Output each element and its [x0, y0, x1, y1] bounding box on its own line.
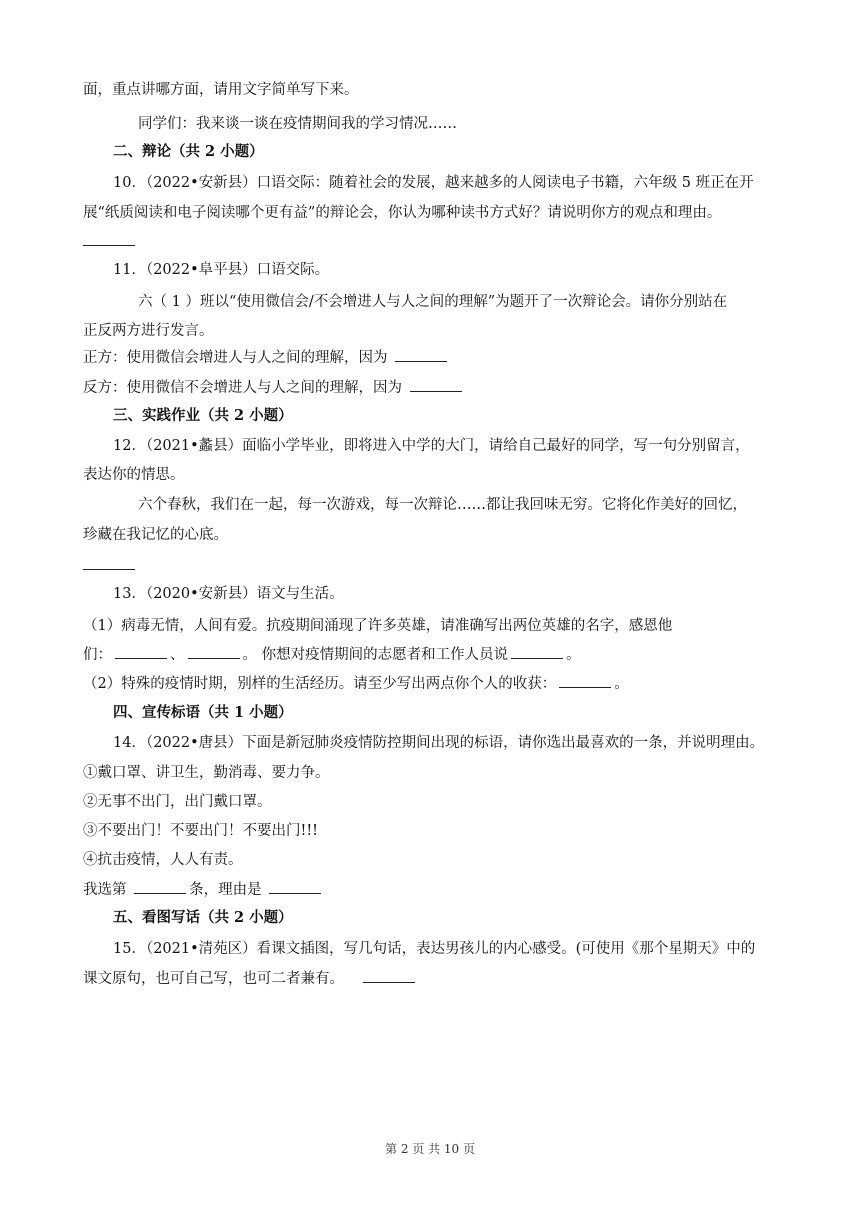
- text-span: 。 你想对疫情期间的志愿者和工作人员说: [242, 647, 509, 663]
- question-12-cont: 表达你的情思。: [83, 467, 185, 483]
- text-span: 我选第: [83, 882, 127, 898]
- text-span: 们：: [83, 647, 112, 663]
- question-12-text: 珍藏在我记忆的心底。: [83, 527, 228, 543]
- answer-blank[interactable]: [83, 569, 135, 570]
- question-13-part1-blanks: [83, 645, 783, 665]
- question-10-cont: 展“纸质阅读和电子阅读哪个更有益”的辩论会，你认为哪种读书方式好？请说明你方的观点和理由。: [83, 205, 722, 221]
- question-15: 15．（2021•清苑区）看课文插图，写几句话，表达男孩儿的内心感受。(可使用《那个星期天》中的: [113, 941, 756, 957]
- question-11-con: [83, 378, 783, 398]
- answer-blank[interactable]: [269, 892, 321, 894]
- question-14-answer: [83, 880, 783, 900]
- answer-blank[interactable]: [115, 657, 167, 659]
- pro-label: 正方：使用微信会增进人与人之间的理解，因为: [83, 350, 388, 366]
- question-14: 14．（2022•唐县）下面是新冠肺炎疫情防控期间出现的标语，请你选出最喜欢的一条，并说明理由。: [113, 735, 765, 751]
- question-12-text: 六个春秋，我们在一起，每一次游戏，每一次辩论……都让我回味无穷。它将化作美好的回忆，: [138, 497, 747, 513]
- slogan-option: ②无事不出门，出门戴口罩。: [83, 794, 272, 810]
- answer-blank[interactable]: [410, 390, 462, 392]
- slogan-option: ①戴口罩、讲卫生，勤消毒、要力争。: [83, 765, 330, 781]
- slogan-option: ④抗击疫情，人人有责。: [83, 852, 243, 868]
- text-line: 面，重点讲哪方面，请用文字简单写下来。: [83, 82, 359, 98]
- text-line: 同学们：我来谈一谈在疫情期间我的学习情况……: [138, 116, 457, 132]
- question-12: 12．（2021•蠡县）面临小学毕业，即将进入中学的大门，请给自己最好的同学，写一句分别留言，: [113, 438, 750, 454]
- text-span: 。: [614, 676, 629, 692]
- question-11-text: 正反两方进行发言。: [83, 323, 214, 339]
- answer-blank[interactable]: [559, 686, 611, 688]
- answer-blank[interactable]: [134, 892, 186, 894]
- answer-blank[interactable]: [395, 360, 447, 362]
- section-heading: 五、看图写话（共 2 小题）: [113, 909, 293, 926]
- answer-blank[interactable]: [83, 245, 135, 246]
- text-span: 条，理由是: [189, 882, 262, 898]
- question-11: 11．（2022•阜平县）口语交际。: [113, 262, 330, 278]
- question-15-cont: [83, 969, 783, 989]
- question-13-part2: [83, 674, 783, 694]
- answer-blank[interactable]: [363, 981, 415, 983]
- question-13: 13．（2020•安新县）语文与生活。: [113, 586, 344, 602]
- question-11-pro: [83, 348, 783, 368]
- answer-blank[interactable]: [511, 657, 563, 659]
- answer-blank[interactable]: [188, 657, 240, 659]
- text-span: 课文原句，也可自己写，也可二者兼有。: [83, 971, 344, 987]
- question-11-text: 六（ 1 ）班以“使用微信会/不会增进人与人之间的理解”为题开了一次辩论会。请你分别站在: [138, 294, 728, 310]
- question-10: 10．（2022•安新县）口语交际：随着社会的发展，越来越多的人阅读电子书籍，六年级 5 班正在开: [113, 175, 754, 191]
- page-footer: 第 2 页 共 10 页: [385, 1142, 475, 1156]
- text-span: 。: [566, 647, 581, 663]
- section-heading: 三、实践作业（共 2 小题）: [113, 407, 293, 424]
- text-span: （2）特殊的疫情时期，别样的生活经历。请至少写出两点你个人的收获：: [83, 676, 557, 692]
- section-heading: 二、辩论（共 2 小题）: [113, 143, 264, 160]
- slogan-option: ③不要出门！不要出门！不要出门!!!: [83, 823, 318, 839]
- con-label: 反方：使用微信不会增进人与人之间的理解，因为: [83, 380, 402, 396]
- text-span: 、: [170, 647, 185, 663]
- question-13-part1: （1）病毒无情，人间有爱。抗疫期间涌现了许多英雄，请准确写出两位英雄的名字，感恩他: [83, 618, 673, 634]
- section-heading: 四、宣传标语（共 1 小题）: [113, 704, 293, 721]
